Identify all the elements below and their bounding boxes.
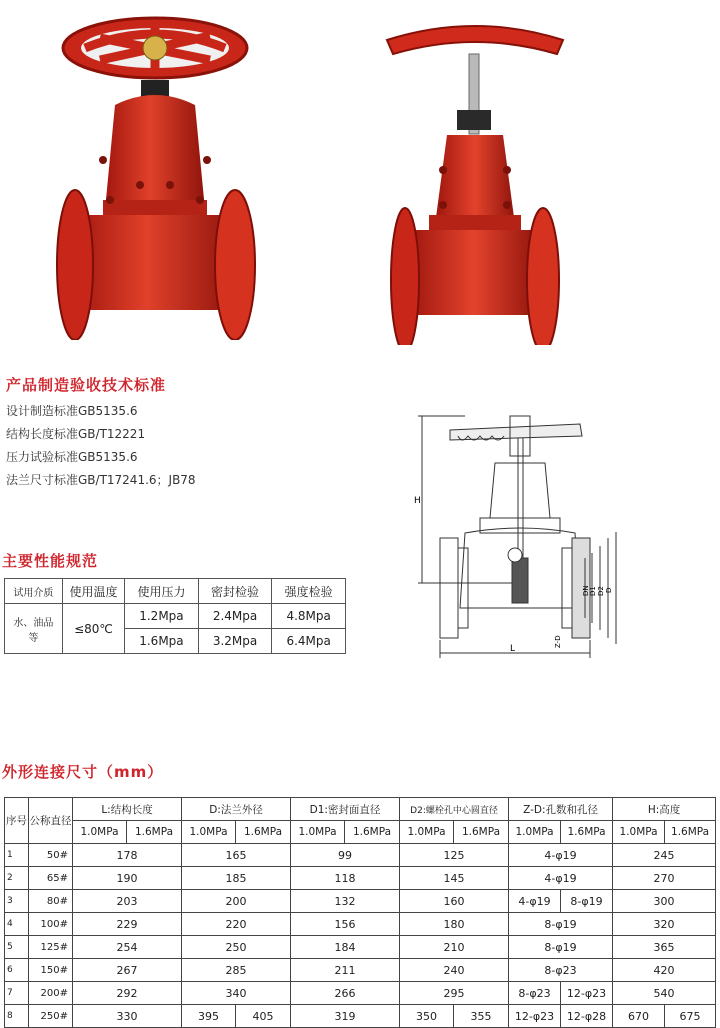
row-H: 270: [613, 867, 716, 890]
row-ZD-16: 12-φ23: [561, 982, 613, 1005]
row-D: 340: [182, 982, 291, 1005]
header-pressure: 使用压力: [125, 579, 199, 604]
performance-table: [4, 578, 346, 654]
row-D2: 160: [400, 890, 509, 913]
row-H: 365: [613, 936, 716, 959]
header-D2: D2:螺栓孔中心圆直径: [400, 798, 509, 821]
row-dn: 65#: [29, 867, 73, 890]
table-row: [5, 798, 716, 821]
performance-title: 主要性能规范: [2, 552, 99, 570]
header-seal-test: 密封检验: [198, 579, 272, 604]
row-D1: 184: [291, 936, 400, 959]
row-D2: 295: [400, 982, 509, 1005]
row-dn: 80#: [29, 890, 73, 913]
row-no: 6: [5, 959, 29, 982]
medium-value: 水、油品等: [5, 604, 63, 654]
label-DN: DN: [582, 585, 590, 596]
valve-section-drawing: [410, 408, 625, 663]
header-ZD: Z-D:孔数和孔径: [509, 798, 613, 821]
dimensions-title: 外形连接尺寸（mm）: [2, 763, 164, 781]
row-D: 220: [182, 913, 291, 936]
row-ZD: 4-φ19: [509, 867, 613, 890]
row-H: 420: [613, 959, 716, 982]
label-D1: D1: [589, 586, 597, 596]
row-L: 330: [73, 1005, 182, 1028]
table-row: [5, 982, 716, 1005]
table-row: [5, 844, 716, 867]
standards-title: 产品制造验收技术标准: [6, 376, 167, 394]
row-D1: 99: [291, 844, 400, 867]
row-D-16: 405: [236, 1005, 291, 1028]
row-D: 250: [182, 936, 291, 959]
seal-2: 3.2Mpa: [198, 629, 272, 654]
table-row: [5, 913, 716, 936]
row-H: 540: [613, 982, 716, 1005]
row-H: 300: [613, 890, 716, 913]
row-no: 3: [5, 890, 29, 913]
label-D: D: [605, 587, 613, 593]
row-no: 2: [5, 867, 29, 890]
row-D2: 210: [400, 936, 509, 959]
header-strength-test: 强度检验: [272, 579, 346, 604]
header-medium: 试用介质: [5, 579, 63, 604]
dimensions-table: [4, 797, 716, 1028]
sub-D-10: 1.0MPa: [182, 821, 236, 844]
row-D: 165: [182, 844, 291, 867]
pressure-1: 1.2Mpa: [125, 604, 199, 629]
row-dn: 150#: [29, 959, 73, 982]
row-L: 203: [73, 890, 182, 913]
seal-1: 2.4Mpa: [198, 604, 272, 629]
row-D1: 118: [291, 867, 400, 890]
row-ZD-10: 12-φ23: [509, 1005, 561, 1028]
label-ZD: Z-D: [554, 635, 562, 648]
pressure-2: 1.6Mpa: [125, 629, 199, 654]
row-D1: 211: [291, 959, 400, 982]
row-D2: 145: [400, 867, 509, 890]
strength-1: 4.8Mpa: [272, 604, 346, 629]
table-row: [5, 959, 716, 982]
row-no: 8: [5, 1005, 29, 1028]
label-D2: D2: [597, 586, 605, 596]
row-L: 267: [73, 959, 182, 982]
row-D1: 319: [291, 1005, 400, 1028]
row-D1: 132: [291, 890, 400, 913]
row-D-10: 395: [182, 1005, 236, 1028]
row-D: 200: [182, 890, 291, 913]
table-row: [5, 604, 346, 629]
sub-L-16: 1.6MPa: [127, 821, 182, 844]
sub-H-16: 1.6MPa: [665, 821, 716, 844]
standard-pressure: 压力试验标准GB5135.6: [6, 450, 138, 464]
header-H: H:高度: [613, 798, 716, 821]
row-no: 1: [5, 844, 29, 867]
strength-2: 6.4Mpa: [272, 629, 346, 654]
standard-flange: 法兰尺寸标准GB/T17241.6；JB78: [6, 473, 196, 487]
gate-valve-photo-front: [55, 10, 270, 340]
header-D1: D1:密封面直径: [291, 798, 400, 821]
row-L: 178: [73, 844, 182, 867]
header-nominal: 公称直径: [29, 798, 73, 844]
row-L: 229: [73, 913, 182, 936]
table-row: [5, 867, 716, 890]
sub-ZD-10: 1.0MPa: [509, 821, 561, 844]
label-H: H: [414, 496, 421, 506]
row-H-10: 670: [613, 1005, 665, 1028]
header-L: L:结构长度: [73, 798, 182, 821]
row-L: 254: [73, 936, 182, 959]
row-D2: 125: [400, 844, 509, 867]
row-D: 285: [182, 959, 291, 982]
row-ZD: 8-φ19: [509, 936, 613, 959]
sub-D-16: 1.6MPa: [236, 821, 291, 844]
row-no: 7: [5, 982, 29, 1005]
row-D2: 180: [400, 913, 509, 936]
sub-D2-10: 1.0MPa: [400, 821, 454, 844]
row-dn: 50#: [29, 844, 73, 867]
row-ZD: 8-φ23: [509, 959, 613, 982]
row-D2: 240: [400, 959, 509, 982]
sub-D2-16: 1.6MPa: [454, 821, 509, 844]
header-no: 序号: [5, 798, 29, 844]
row-L: 190: [73, 867, 182, 890]
sub-D1-16: 1.6MPa: [345, 821, 400, 844]
sub-H-10: 1.0MPa: [613, 821, 665, 844]
row-dn: 125#: [29, 936, 73, 959]
table-row: [5, 1005, 716, 1028]
temperature-value: ≤80℃: [62, 604, 124, 654]
row-ZD: 8-φ19: [509, 913, 613, 936]
row-ZD: 4-φ19: [509, 844, 613, 867]
row-D1: 156: [291, 913, 400, 936]
row-D2-10: 350: [400, 1005, 454, 1028]
row-no: 4: [5, 913, 29, 936]
row-D2-16: 355: [454, 1005, 509, 1028]
sub-L-10: 1.0MPa: [73, 821, 127, 844]
header-temperature: 使用温度: [62, 579, 124, 604]
row-L: 292: [73, 982, 182, 1005]
row-H: 320: [613, 913, 716, 936]
row-ZD-16: 12-φ28: [561, 1005, 613, 1028]
label-L: L: [510, 644, 516, 654]
row-dn: 100#: [29, 913, 73, 936]
row-dn: 250#: [29, 1005, 73, 1028]
row-H-16: 675: [665, 1005, 716, 1028]
standard-design: 设计制造标准GB5135.6: [6, 404, 138, 418]
sub-ZD-16: 1.6MPa: [561, 821, 613, 844]
gate-valve-photo-side: [385, 10, 565, 345]
table-row: [5, 579, 346, 604]
header-D: D:法兰外径: [182, 798, 291, 821]
standard-length: 结构长度标准GB/T12221: [6, 427, 146, 441]
row-dn: 200#: [29, 982, 73, 1005]
row-D: 185: [182, 867, 291, 890]
row-no: 5: [5, 936, 29, 959]
row-ZD-10: 8-φ23: [509, 982, 561, 1005]
row-D1: 266: [291, 982, 400, 1005]
sub-D1-10: 1.0MPa: [291, 821, 345, 844]
table-row: [5, 936, 716, 959]
row-ZD-10: 4-φ19: [509, 890, 561, 913]
row-ZD-16: 8-φ19: [561, 890, 613, 913]
table-row: [5, 821, 716, 844]
row-H: 245: [613, 844, 716, 867]
table-row: [5, 890, 716, 913]
